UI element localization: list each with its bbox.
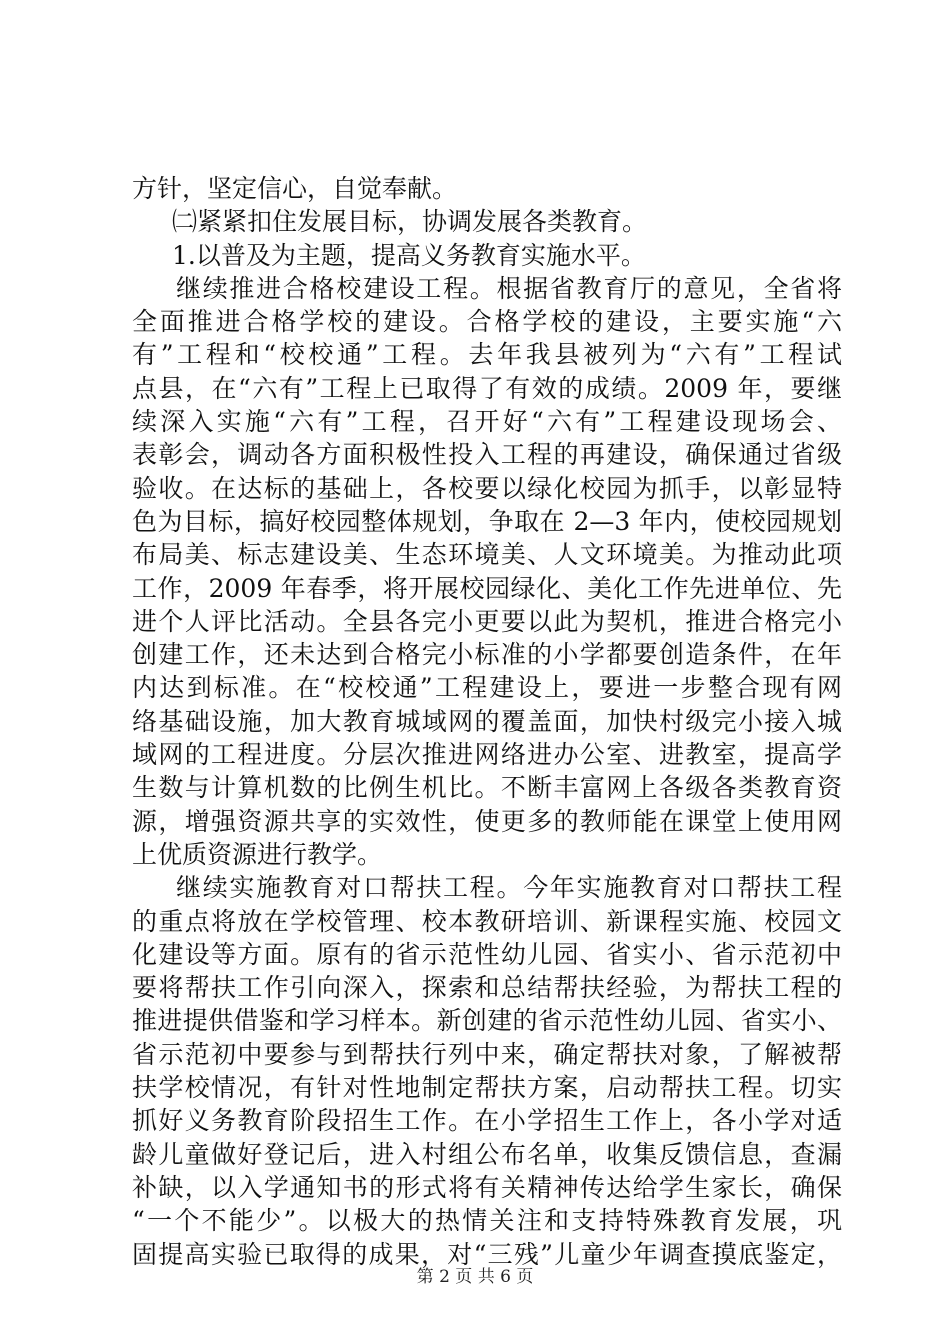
text-line: 上优质资源进行教学。 (132, 839, 383, 869)
document-body (132, 172, 842, 1271)
text-line: 全面推进合格学校的建设。合格学校的建设，主要实施“六 (132, 307, 842, 337)
page-footer: 第 2 页 共 6 页 (416, 1267, 534, 1287)
text-line: 验收。在达标的基础上，各校要以绿化校园为抓手，以彰显特 (132, 473, 842, 503)
text-line: 色为目标，搞好校园整体规划，争取在 2—3 年内，使校园规划 (132, 506, 842, 536)
text-line: 龄儿童做好登记后，进入村组公布名单，收集反馈信息，查漏 (132, 1139, 842, 1169)
text-line: 要将帮扶工作引向深入，探索和总结帮扶经验，为帮扶工程的 (132, 973, 842, 1003)
text-line: 化建设等方面。原有的省示范性幼儿园、省实小、省示范初中 (132, 939, 842, 969)
text-line: 工作，2009 年春季，将开展校园绿化、美化工作先进单位、先 (132, 573, 842, 603)
text-line: 继续推进合格校建设工程。根据省教育厅的意见，全省将 (176, 273, 842, 303)
text-line: 表彰会，调动各方面积极性投入工程的再建设，确保通过省级 (132, 440, 842, 470)
text-line: 络基础设施，加大教育城域网的覆盖面，加快村级完小接入城 (132, 706, 842, 736)
text-line: 生数与计算机数的比例生机比。不断丰富网上各级各类教育资 (132, 773, 842, 803)
text-line: 继续实施教育对口帮扶工程。今年实施教育对口帮扶工程 (176, 873, 842, 903)
text-line: 布局美、标志建设美、生态环境美、人文环境美。为推动此项 (132, 540, 842, 570)
text-line: 点县，在“六有”工程上已取得了有效的成绩。2009 年，要继 (132, 373, 842, 403)
text-line: 1.以普及为主题，提高义务教育实施水平。 (172, 240, 646, 270)
text-line: ㈡紧紧扣住发展目标，协调发展各类教育。 (172, 207, 648, 237)
text-line: 域网的工程进度。分层次推进网络进办公室、进教室，提高学 (132, 740, 842, 770)
text-line: 续深入实施“六有”工程，召开好“六有”工程建设现场会、 (132, 407, 842, 437)
text-line: 进个人评比活动。全县各完小更要以此为契机，推进合格完小 (132, 606, 842, 636)
text-line: 有”工程和“校校通”工程。去年我县被列为“六有”工程试 (132, 340, 842, 370)
text-line: 推进提供借鉴和学习样本。新创建的省示范性幼儿园、省实小、 (132, 1006, 842, 1036)
text-line: 方针，坚定信心，自觉奉献。 (132, 174, 458, 203)
text-line: “一个不能少”。以极大的热情关注和支持特殊教育发展，巩 (132, 1206, 842, 1236)
text-line: 固提高实验已取得的成果，对“三残”儿童少年调查摸底鉴定， (132, 1239, 842, 1269)
text-line: 抓好义务教育阶段招生工作。在小学招生工作上，各小学对适 (132, 1106, 842, 1136)
text-line: 的重点将放在学校管理、校本教研培训、新课程实施、校园文 (132, 906, 842, 936)
text-line: 源，增强资源共享的实效性，使更多的教师能在课堂上使用网 (132, 806, 842, 836)
text-line: 创建工作，还未达到合格完小标准的小学都要创造条件，在年 (132, 640, 842, 670)
text-line: 补缺，以入学通知书的形式将有关精神传达给学生家长，确保 (132, 1172, 842, 1202)
text-line: 内达到标准。在“校校通”工程建设上，要进一步整合现有网 (132, 673, 842, 703)
text-line: 省示范初中要参与到帮扶行列中来，确定帮扶对象，了解被帮 (132, 1039, 842, 1069)
text-line: 扶学校情况，有针对性地制定帮扶方案，启动帮扶工程。切实 (132, 1073, 842, 1103)
